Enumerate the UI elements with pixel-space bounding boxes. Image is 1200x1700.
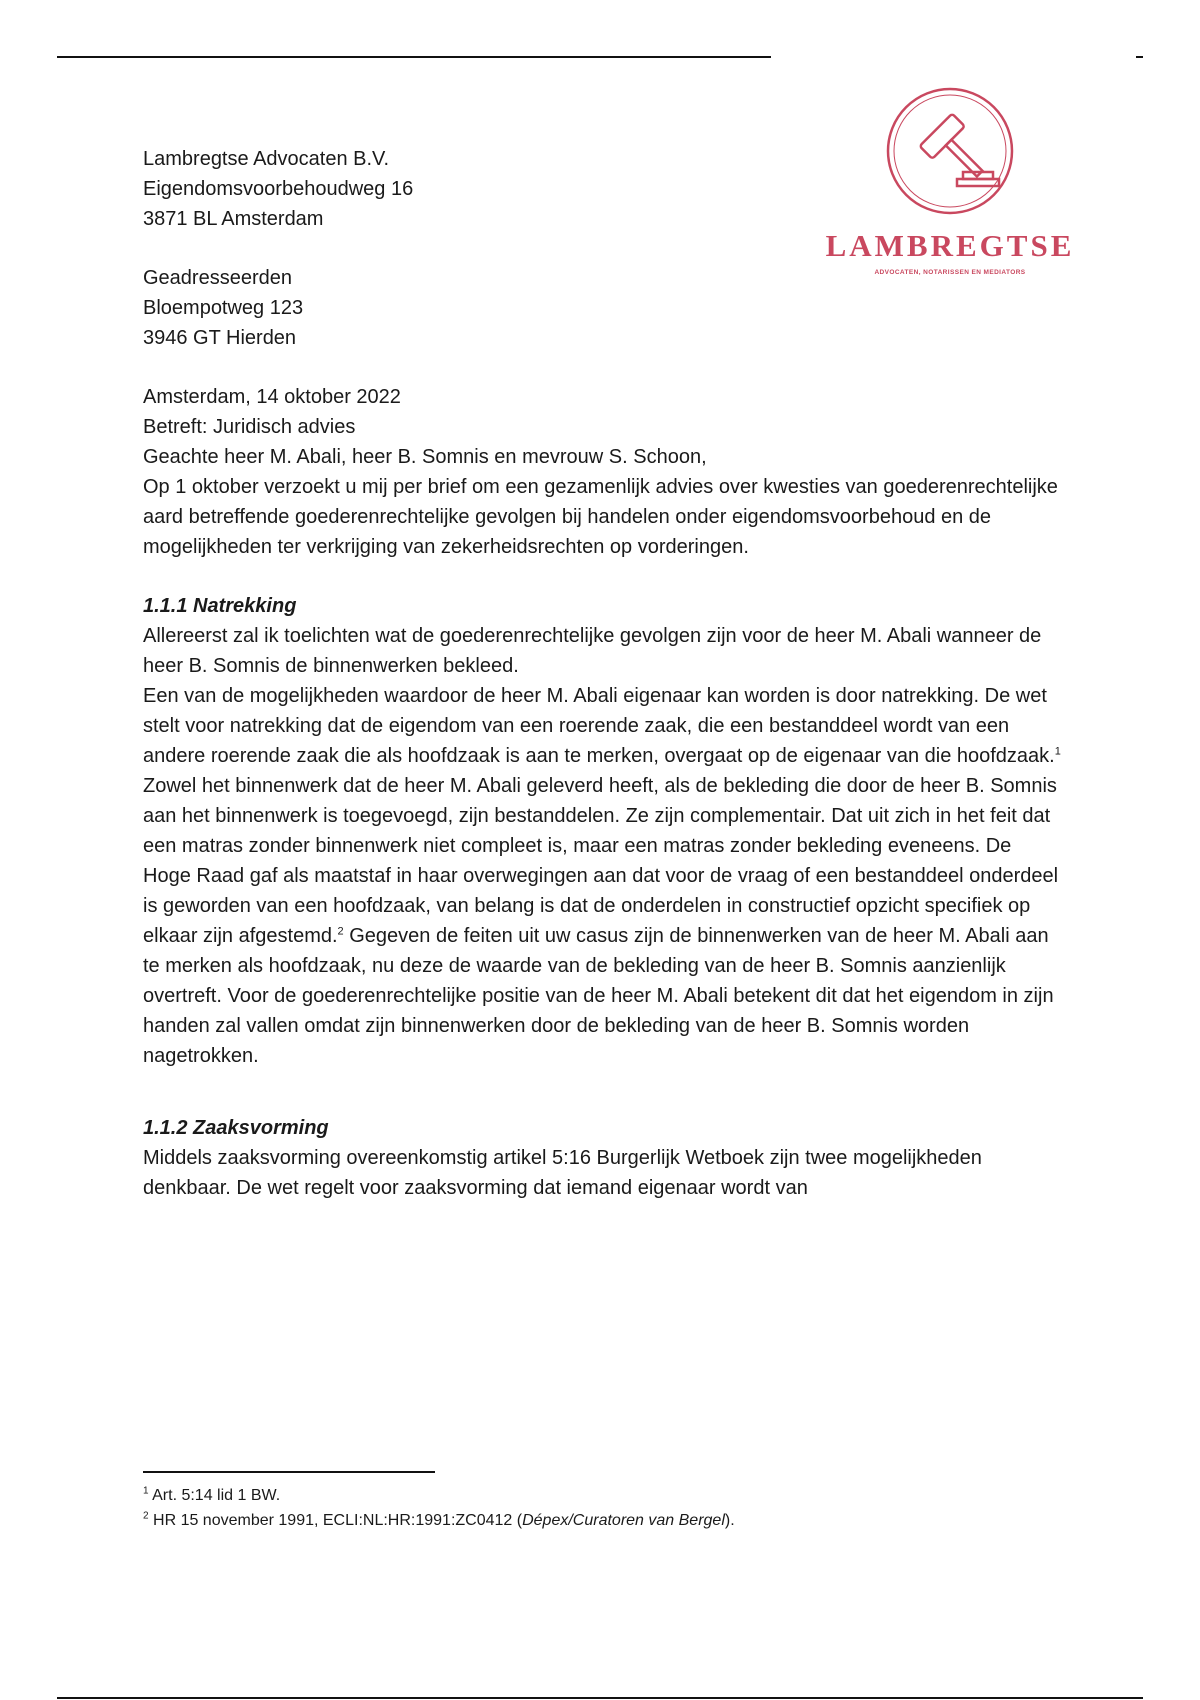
paragraph-text: Gegeven de feiten uit uw casus zijn de binnenwerken van de heer M. Abali aan te merken als hoofdzaak, nu deze de waarde van de bekleding van de heer B. Somnis aanzienlijk overtreft. Voor de goederenrechtelijke positie van de heer M. Abali betekent dit dat het eigendom in zijn handen zal vallen omdat zijn binnenwerken door de bekleding van de heer B. Somnis worden nagetrokken. — [143, 925, 1054, 1067]
footnote — [143, 1508, 1043, 1533]
paragraph-text: Een van de mogelijkheden waardoor de heer M. Abali eigenaar kan worden is door natrekking. De wet stelt voor natrekking dat de eigendom van een roerende zaak, die een bestanddeel wordt van een andere roerende zaak die als hoofdzaak is aan te merken, overgaat op de eigenaar van die hoofdzaak. — [143, 685, 1055, 767]
header-rule — [57, 56, 771, 58]
recipient-line: Geadresseerden — [143, 267, 292, 289]
footnote-ref: 1 — [1054, 745, 1061, 758]
paragraph: Allereerst zal ik toelichten wat de goederenrechtelijke gevolgen zijn voor de heer M. Abali wanneer de heer B. Somnis de binnenwerken bekleed. — [143, 625, 1042, 677]
footnote-number: 1 — [143, 1485, 149, 1497]
firm-tagline: ADVOCATEN, NOTARISSEN EN MEDIATORS — [874, 269, 1026, 276]
letter-body — [143, 144, 1063, 1203]
footnote-ref: 2 — [337, 925, 344, 938]
footnote-separator — [143, 1471, 435, 1473]
recipient-address — [143, 263, 1063, 353]
letter-subject: Betreft: Juridisch advies — [143, 416, 356, 438]
footnotes — [143, 1483, 1043, 1533]
recipient-line: Bloempotweg 123 — [143, 297, 304, 319]
header-dash — [1136, 56, 1143, 58]
footnote-number: 2 — [143, 1510, 149, 1522]
firm-name: LAMBREGTSE — [825, 228, 1075, 263]
sender-line: Eigendomsvoorbehoudweg 16 — [143, 178, 414, 200]
sender-address — [143, 144, 1063, 234]
section-heading: 1.1.1 Natrekking — [143, 595, 297, 617]
salutation: Geachte heer M. Abali, heer B. Somnis en mevrouw S. Schoon, — [143, 446, 707, 468]
paragraph: Middels zaaksvorming overeenkomstig artikel 5:16 Burgerlijk Wetboek zijn twee mogelijkheden denkbaar. De wet regelt voor zaaksvorming dat iemand eigenaar wordt van — [143, 1147, 982, 1199]
paragraph — [143, 771, 1063, 1071]
footnote-text: HR 15 november 1991, ECLI:NL:HR:1991:ZC0412 ( — [148, 1512, 523, 1529]
footnote-text: Art. 5:14 lid 1 BW. — [148, 1487, 281, 1504]
intro-paragraph: Op 1 oktober verzoekt u mij per brief om een gezamenlijk advies over kwesties van goederenrechtelijke aard betreffende goederenrechtelijke gevolgen bij handelen onder eigendomsvoorbehoud en de mogelijkheden ter verkrijging van zekerheidsrechten op vorderingen. — [143, 476, 1058, 558]
sender-line: 3871 BL Amsterdam — [143, 208, 324, 230]
sender-line: Lambregtse Advocaten B.V. — [143, 148, 390, 170]
paragraph — [143, 681, 1063, 771]
section-heading: 1.1.2 Zaaksvorming — [143, 1117, 329, 1139]
footnote — [143, 1483, 1043, 1508]
recipient-line: 3946 GT Hierden — [143, 327, 297, 349]
opening — [143, 442, 1063, 562]
case-name: Dépex/Curatoren van Bergel — [522, 1512, 725, 1529]
paragraph-text: Zowel het binnenwerk dat de heer M. Abali geleverd heeft, als de bekleding die door de heer B. Somnis aan het binnenwerk is toegevoegd, zijn bestanddelen. Ze zijn complementair. Dat uit zich in het feit dat een matras zonder binnenwerk niet compleet is, maar een matras zonder bekleding eveneens. De Hoge Raad gaf als maatstaf in haar overwegingen aan dat voor de vraag of een bestanddeel onderdeel is geworden van een hoofdzaak, van belang is dat de onderdelen in constructief opzicht specifiek op elkaar zijn afgestemd. — [143, 775, 1059, 947]
footnote-text: ). — [724, 1512, 735, 1529]
footer-rule — [57, 1697, 1143, 1699]
letter-date: Amsterdam, 14 oktober 2022 — [143, 386, 401, 408]
